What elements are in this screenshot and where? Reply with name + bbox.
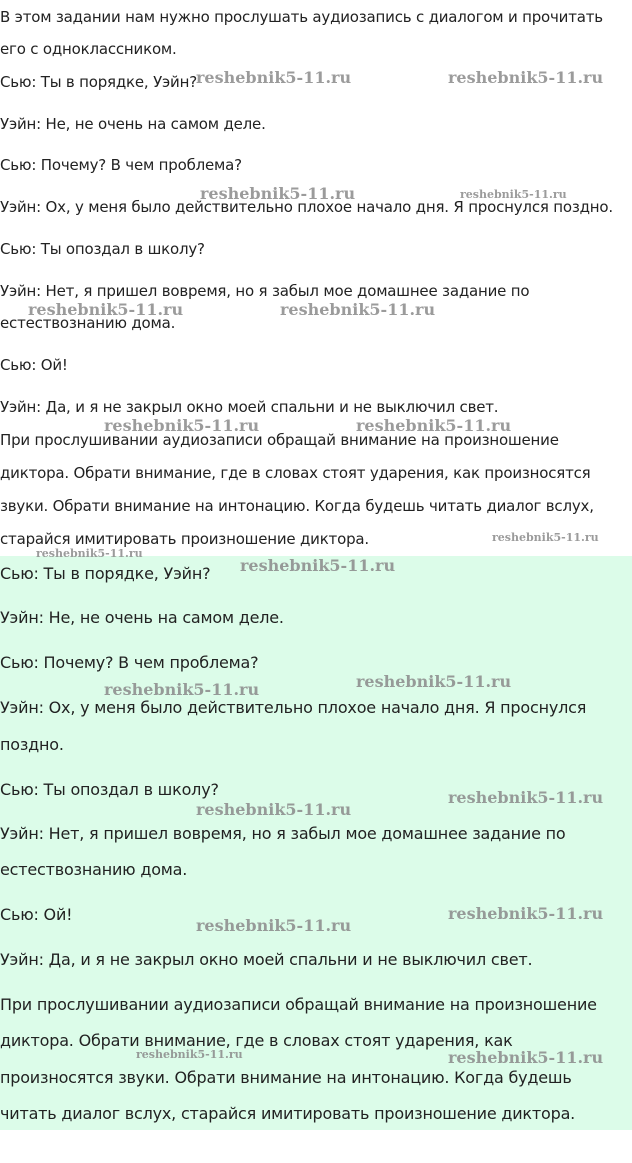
watermark: reshebnik5-11.ru (448, 68, 604, 87)
text-line: Уэйн: Ох, у меня было действительно плохое начало дня. Я проснулся (0, 698, 587, 717)
text-line: естествознанию дома. (0, 314, 176, 332)
text-line: Сью: Почему? В чем проблема? (0, 653, 259, 672)
watermark: reshebnik5-11.ru (196, 68, 352, 87)
text-line: Сью: Ты опоздал в школу? (0, 240, 205, 258)
watermark: reshebnik5-11.ru (104, 680, 260, 699)
text-line: Сью: Ой! (0, 356, 68, 374)
watermark: reshebnik5-11.ru (448, 788, 604, 807)
text-line: Уэйн: Нет, я пришел вовремя, но я забыл мое домашнее задание по (0, 824, 566, 843)
watermark: reshebnik5-11.ru (240, 556, 396, 575)
text-line: Уэйн: Да, и я не закрыл окно моей спальни и не выключил свет. (0, 398, 499, 416)
watermark: reshebnik5-11.ru (36, 547, 143, 560)
watermark: reshebnik5-11.ru (280, 300, 436, 319)
watermark: reshebnik5-11.ru (356, 672, 512, 691)
watermark: reshebnik5-11.ru (28, 300, 184, 319)
watermark: reshebnik5-11.ru (196, 916, 352, 935)
text-line: Сью: Ты опоздал в школу? (0, 780, 219, 799)
text-line: Сью: Ой! (0, 905, 73, 924)
text-line: звуки. Обрати внимание на интонацию. Когда будешь читать диалог вслух, (0, 497, 594, 515)
text-line: Уэйн: Не, не очень на самом деле. (0, 115, 266, 133)
text-line: его с одноклассником. (0, 40, 177, 58)
watermark: reshebnik5-11.ru (448, 1048, 604, 1067)
watermark: reshebnik5-11.ru (448, 904, 604, 923)
text-line: При прослушивании аудиозаписи обращай внимание на произношение (0, 995, 597, 1014)
watermark: reshebnik5-11.ru (104, 416, 260, 435)
watermark: reshebnik5-11.ru (492, 531, 599, 544)
watermark: reshebnik5-11.ru (136, 1048, 243, 1061)
text-line: При прослушивании аудиозаписи обращай внимание на произношение (0, 431, 559, 449)
text-line: Уэйн: Ох, у меня было действительно плохое начало дня. Я проснулся поздно. (0, 198, 613, 216)
answer-text-block (0, 556, 632, 1130)
text-line: Уэйн: Нет, я пришел вовремя, но я забыл мое домашнее задание по (0, 282, 530, 300)
text-line: диктора. Обрати внимание, где в словах стоят ударения, как (0, 1031, 513, 1050)
text-line: диктора. Обрати внимание, где в словах стоят ударения, как произносятся (0, 464, 591, 482)
watermark: reshebnik5-11.ru (196, 800, 352, 819)
watermark: reshebnik5-11.ru (356, 416, 512, 435)
text-line: произносятся звуки. Обрати внимание на интонацию. Когда будешь (0, 1068, 572, 1087)
text-line: читать диалог вслух, старайся имитировать произношение диктора. (0, 1104, 576, 1123)
text-line: Сью: Ты в порядке, Уэйн? (0, 564, 211, 583)
watermark: reshebnik5-11.ru (200, 184, 356, 203)
text-line: старайся имитировать произношение диктора. (0, 530, 369, 548)
text-line: Сью: Ты в порядке, Уэйн? (0, 73, 197, 91)
watermark: reshebnik5-11.ru (460, 188, 567, 201)
text-line: естествознанию дома. (0, 860, 188, 879)
text-line: поздно. (0, 735, 64, 754)
text-line: Уэйн: Да, и я не закрыл окно моей спальни и не выключил свет. (0, 950, 533, 969)
text-line: В этом задании нам нужно прослушать аудиозапись с диалогом и прочитать (0, 8, 603, 26)
text-line: Уэйн: Не, не очень на самом деле. (0, 608, 284, 627)
text-line: Сью: Почему? В чем проблема? (0, 156, 242, 174)
